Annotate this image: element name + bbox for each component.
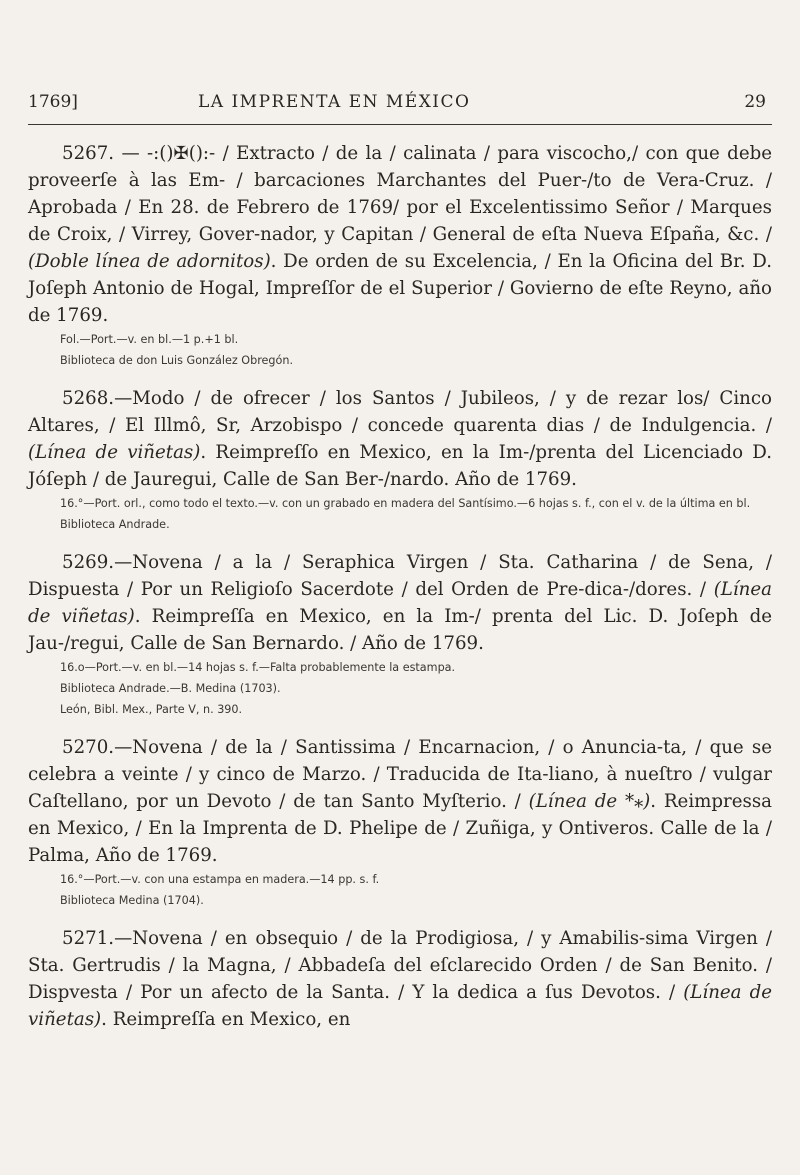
- entry-text: [28, 140, 772, 329]
- entry-5268: [28, 385, 772, 535]
- entry-text: [28, 549, 772, 657]
- entry-note: Biblioteca Andrade.: [60, 518, 170, 531]
- entry-italic: (Doble línea de adornitos): [28, 251, 271, 272]
- entry-text: [28, 734, 772, 869]
- entry-text-a: — -:()✠():- / Extracto / de la / calinata / para viscocho,/ con que debe proveerſe à las Em- / barcaciones Marchantes del Puer-/to de Vera-Cruz. / Aprobada / En 28. de Febrero de 1769/ por el Excelentissimo Señor / Marques de Croix, / Virrey, Gover-nador, y Capitan / General de eſta Nueva Eſpaña, &c. /: [28, 143, 772, 245]
- page-body: [28, 140, 772, 1047]
- entry-italic: (Línea de viñetas): [28, 982, 773, 1030]
- entry-5271: [28, 925, 772, 1033]
- entry-note: Biblioteca Andrade.—B. Medina (1703).: [60, 682, 281, 695]
- entry-italic: (Línea de *⁎): [528, 791, 651, 812]
- entry-text-a: —Novena / en obsequio / de la Prodigiosa, / y Amabilis-sima Virgen / Sta. Gertrudis / la Magna, / Abbadeſa del eſclarecido Orden / de San Benito. / Dispvesta / Por un afecto de la Santa. / Y la dedica a ſus Devotos. /: [28, 928, 772, 1003]
- header-title: LA IMPRENTA EN MÉXICO: [198, 92, 471, 112]
- entry-5267: [28, 140, 772, 371]
- entry-number: 5268.: [62, 388, 115, 409]
- entry-italic: (Línea de viñetas): [28, 442, 201, 463]
- entry-note: Fol.—Port.—v. en bl.—1 p.+1 bl.: [60, 333, 239, 346]
- entry-text-a: —Modo / de ofrecer / los Santos / Jubileos, / y de rezar los/ Cinco Altares, / El Illmô, Sr, Arzobispo / concede quarenta dias / de Indulgencia. /: [28, 388, 772, 436]
- entry-number: 5271.: [62, 928, 115, 949]
- page-number: 29: [744, 92, 766, 112]
- entry-note: 16.o—Port.—v. en bl.—14 hojas s. f.—Falta probablemente la estampa.: [60, 661, 456, 674]
- entry-text: [28, 925, 772, 1033]
- entry-text: [28, 385, 772, 493]
- entry-text-b: . Reimpreſſa en Mexico, en la Im-/ prenta del Lic. D. Joſeph de Jau-/regui, Calle de San Bernardo. / Año de 1769.: [28, 606, 772, 654]
- entry-note: 16.°—Port. orl., como todo el texto.—v. con un grabado en madera del Santísimo.—6 hojas s. f., con el v. de la última en bl.: [60, 497, 751, 510]
- entry-italic: (Línea de viñetas): [28, 579, 772, 627]
- entry-5269: [28, 549, 772, 720]
- entry-text-b: . Reimpressa en Mexico, / En la Imprenta de D. Phelipe de / Zuñiga, y Ontiveros. Calle de la / Palma, Año de 1769.: [28, 791, 772, 866]
- entry-text-b: . Reimpreſſo en Mexico, en la Im-/prenta del Licenciado D. Jóſeph / de Jauregui, Calle de San Ber-/nardo. Año de 1769.: [28, 442, 772, 490]
- entry-note: Biblioteca Medina (1704).: [60, 894, 204, 907]
- entry-5270: [28, 734, 772, 911]
- header-rule: [28, 124, 772, 125]
- entry-number: 5269.: [62, 552, 115, 573]
- header-year: 1769]: [28, 92, 78, 112]
- entry-text-b: . Reimpreſſa en Mexico, en: [101, 1009, 351, 1030]
- entry-text-b: . De orden de su Excelencia, / En la Oficina del Br. D. Joſeph Antonio de Hogal, Impreſſor de el Superior / Govierno de eſte Reyno, año de 1769.: [28, 251, 773, 326]
- entry-number: 5270.: [62, 737, 115, 758]
- entry-number: 5267.: [62, 143, 115, 164]
- running-header: [28, 92, 772, 118]
- entry-note: León, Bibl. Mex., Parte V, n. 390.: [60, 703, 243, 716]
- entry-text-a: —Novena / a la / Seraphica Virgen / Sta. Catharina / de Sena, / Dispuesta / Por un Religioſo Sacerdote / del Orden de Pre-dica-/dores. /: [28, 552, 772, 600]
- entry-note: 16.°—Port.—v. con una estampa en madera.—14 pp. s. f.: [60, 873, 380, 886]
- entry-note: Biblioteca de don Luis González Obregón.: [60, 354, 294, 367]
- entry-text-a: —Novena / de la / Santissima / Encarnacion, / o Anuncia-ta, / que se celebra a veinte / y cinco de Marzo. / Traducida de Ita-liano, à nueſtro / vulgar Caſtellano, por un Devoto / de tan Santo Myſterio. /: [28, 737, 772, 812]
